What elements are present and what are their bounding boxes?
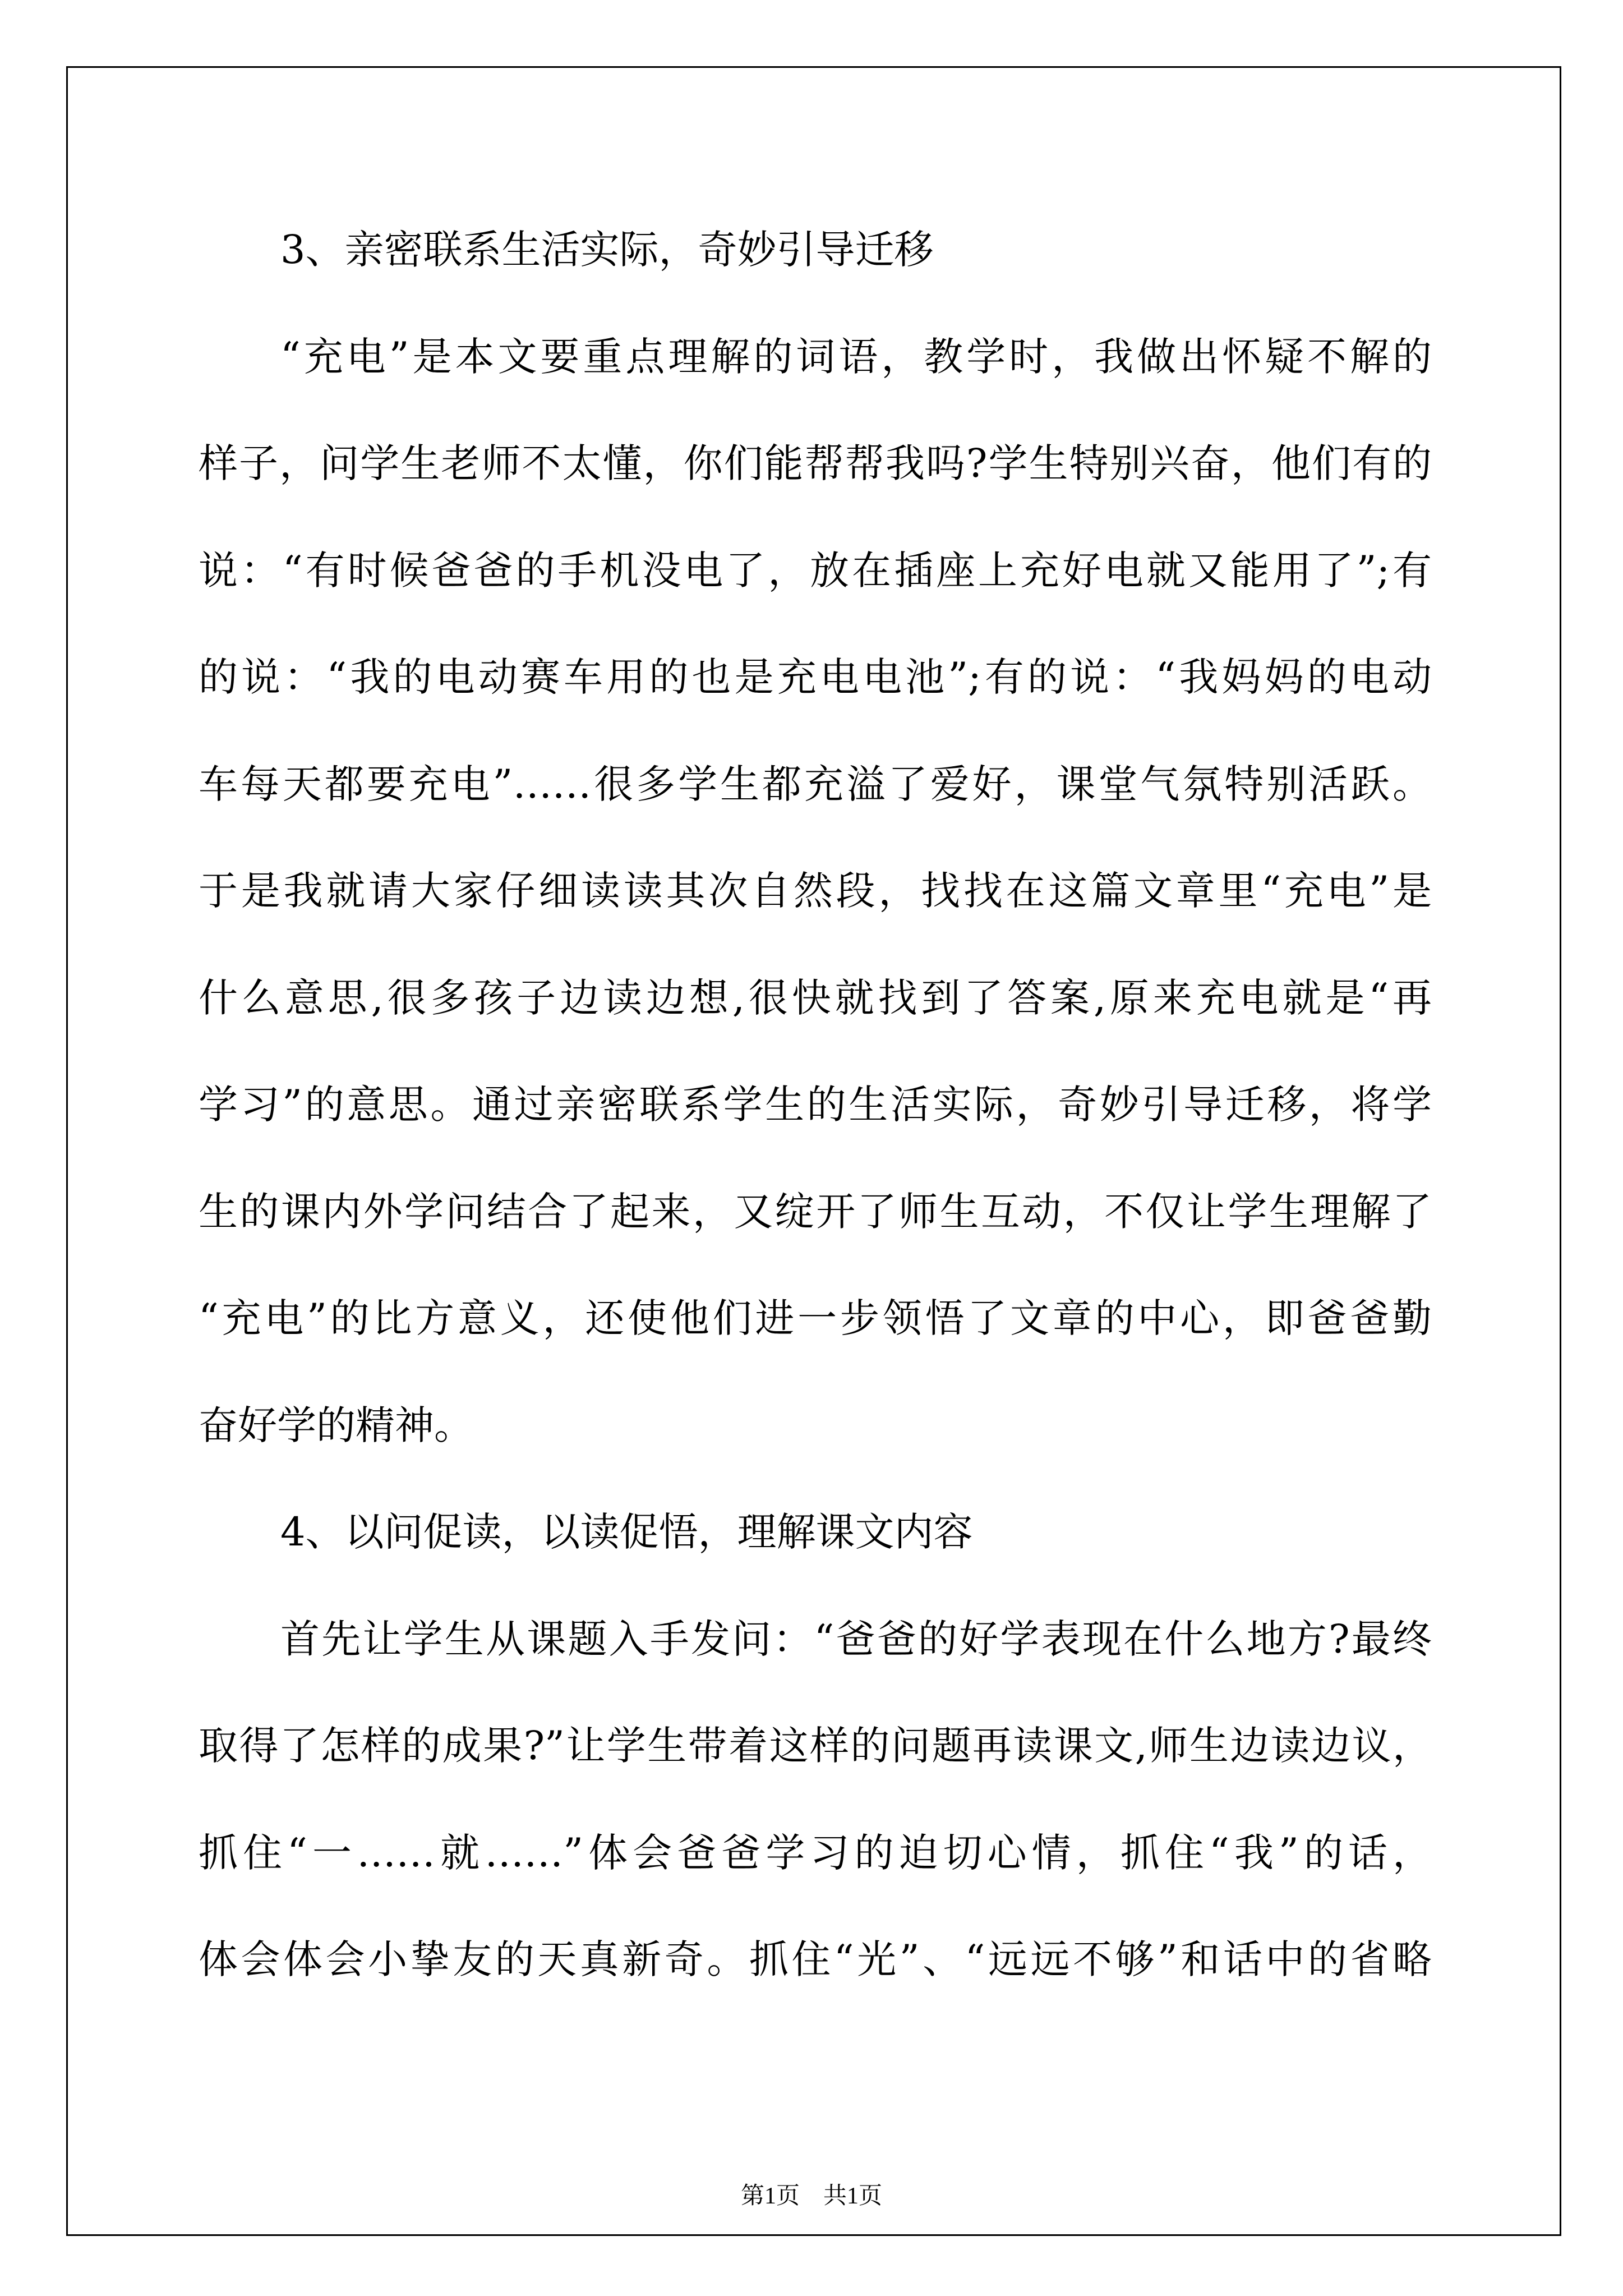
document-body [199,196,1432,2013]
paragraph-line: 奋好学的精神。 [199,1402,473,1448]
paragraph-line: 生的课内外学问结合了起来，又绽开了师生互动，不仅让学生理解了 [199,1188,1432,1235]
paragraph [199,303,1432,1479]
paragraph-line: “充电”的比方意义，还使他们进一步领悟了文章的中心，即爸爸勤 [199,1295,1432,1341]
section-heading: 4、以问促读，以读促悟，理解课文内容 [280,1509,973,1555]
paragraph [199,1586,1432,2013]
paragraph-line: 的说：“我的电动赛车用的也是充电电池”;有的说：“我妈妈的电动 [199,654,1432,700]
page-number-footer: 第1页 共1页 [740,2183,882,2209]
paragraph-line: 学习”的意思。通过亲密联系学生的生活实际，奇妙引导迁移，将学 [199,1082,1432,1128]
paragraph-line: 什么意思,很多孩子边读边想,很快就找到了答案,原来充电就是“再 [199,974,1432,1021]
paragraph-line: 于是我就请大家仔细读读其次自然段，找找在这篇文章里“充电”是 [199,868,1432,914]
paragraph-line: 取得了怎样的成果?”让学生带着这样的问题再读课文,师生边读边议， [199,1723,1432,1769]
paragraph-line: 首先让学生从课题入手发问：“爸爸的好学表现在什么地方?最终 [280,1616,1432,1662]
paragraph-line: 体会体会小挚友的天真新奇。抓住“光”、“远远不够”和话中的省略 [199,1936,1432,1982]
paragraph-line: 抓住“一……就……”体会爸爸学习的迫切心情，抓住“我”的话， [199,1829,1432,1876]
paragraph-line: 车每天都要充电”……很多学生都充溢了爱好，课堂气氛特别活跃。 [199,761,1432,807]
paragraph-line: 样子，问学生老师不太懂，你们能帮帮我吗?学生特别兴奋，他们有的 [199,440,1432,486]
section-heading: 3、亲密联系生活实际，奇妙引导迁移 [280,227,934,273]
paragraph-line: “充电”是本文要重点理解的词语，教学时，我做出怀疑不解的 [280,333,1432,380]
paragraph-line: 说：“有时候爸爸的手机没电了，放在插座上充好电就又能用了”;有 [199,547,1432,593]
